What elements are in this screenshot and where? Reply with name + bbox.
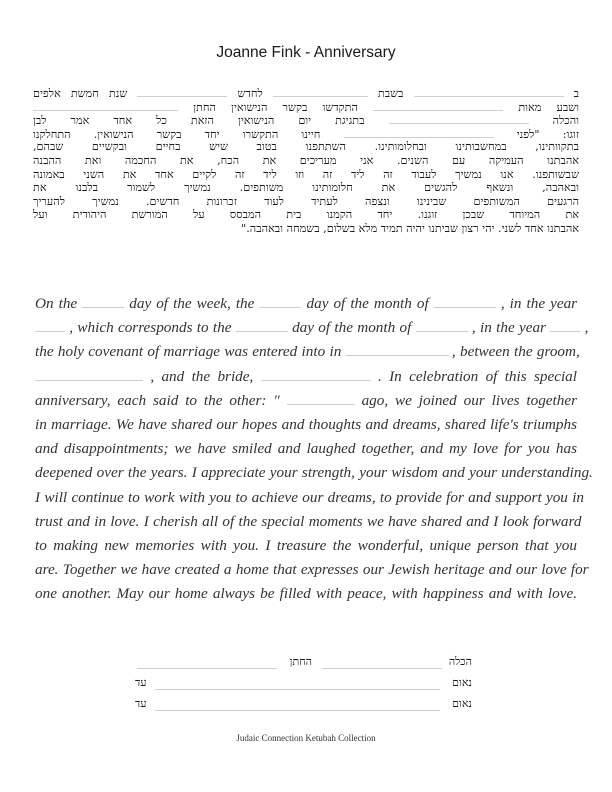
- hebrew-fragment: את המיוחד שבכן זוגנו. יחד הקמנו בית המבסס על המורשת היהודית ועל: [33, 208, 579, 222]
- hebrew-line-4: [33, 127, 579, 141]
- hebrew-line-9: [33, 195, 579, 209]
- english-line-3: [35, 340, 580, 364]
- bride-label: הכלה: [448, 655, 472, 668]
- hebrew-fragment: בתגיגת יום הנישואין הזאת כל אחד אמר לבן: [33, 114, 365, 128]
- english-line-10: [35, 510, 582, 534]
- groom-signature-line[interactable]: [137, 668, 277, 669]
- hebrew-fragment: בשבת: [377, 87, 404, 100]
- english-line-8: [35, 461, 593, 485]
- hebrew-line-5: [33, 140, 579, 154]
- hebrew-fragment: הרגעים המשותפים שבינינו ונצפה לעתיד לעוד זכרונות חדשים. נמשיך להעריך: [33, 194, 579, 208]
- english-line-9: [35, 486, 585, 510]
- blank-line[interactable]: [137, 86, 227, 97]
- blank-line[interactable]: [434, 293, 496, 308]
- english-fragment: day of the week, the: [129, 295, 255, 312]
- signature-row-couple: [135, 655, 472, 671]
- blank-line[interactable]: [261, 366, 371, 381]
- english-fragment: trust and in love. I cherish all of the special moments we have shared and I look forward: [35, 512, 582, 530]
- english-fragment: to making new memories with you. I treasure the wonderful, unique person that you: [35, 536, 577, 554]
- document-title: Joanne Fink - Anniversary: [216, 44, 396, 61]
- blank-line[interactable]: [82, 293, 124, 308]
- witness-suffix: עד: [135, 697, 147, 710]
- blank-line[interactable]: [273, 86, 368, 97]
- footer-credit: Judaic Connection Ketubah Collection: [236, 733, 376, 743]
- hebrew-fragment: ושבע מאות: [518, 100, 580, 114]
- english-fragment: the holy covenant of marriage was entered into in: [35, 343, 342, 361]
- english-fragment: ,: [584, 319, 589, 337]
- english-line-1: [35, 292, 577, 316]
- hebrew-line-6: [33, 154, 579, 168]
- witness-label: נאום: [452, 676, 472, 689]
- hebrew-fragment: שנת חמשת אלפים: [33, 87, 128, 100]
- groom-label: החתן: [289, 655, 312, 668]
- blank-line[interactable]: [33, 100, 178, 111]
- hebrew-line-10: [33, 208, 579, 222]
- english-fragment: are. Together we have created a home that expresses our Jewish heritage and our love for: [35, 561, 589, 579]
- hebrew-fragment: התקדשו בקשר הנישואין החתן: [193, 100, 358, 114]
- english-line-12: [35, 558, 589, 582]
- hebrew-fragment: חיינו התקשרו יחד בקשר הנישואין. התחלקנו: [33, 127, 321, 141]
- hebrew-fragment: שבשותפנו. אנו נמשיך לעבוד זה ליד זה וזו ליד זה לקיים אחד את השני באמונה: [33, 167, 579, 181]
- hebrew-fragment: ובאהבה, ונשאף להגשים את חלומותינו משותפים. נמשיך לשמור בלבנו את: [33, 181, 579, 195]
- english-fragment: and disappointments; we have smiled and laughed together, and my love for you has: [35, 440, 577, 458]
- blank-line[interactable]: [35, 317, 65, 332]
- blank-line[interactable]: [416, 317, 468, 332]
- english-fragment: . In celebration of this special: [377, 367, 577, 385]
- signature-row-witness-1: [135, 676, 472, 692]
- blank-line[interactable]: [35, 366, 143, 381]
- english-line-7: [35, 437, 577, 461]
- hebrew-fragment: לחדש: [237, 87, 263, 100]
- english-line-6: [35, 413, 577, 437]
- english-line-5: [35, 389, 577, 413]
- blank-line[interactable]: [236, 317, 288, 332]
- english-fragment: in marriage. We have shared our hopes and thoughts and dreams, shared life's triumphs: [35, 415, 577, 433]
- english-fragment: , which corresponds to the: [69, 319, 232, 337]
- english-fragment: , between the groom,: [451, 343, 580, 361]
- hebrew-fragment: אהבתנו אחד לשני. יהי רצון שביתנו יהיה תמיד מלא בשלום, בשמחה ובאהבה.": [241, 221, 579, 235]
- hebrew-fragment: ב: [573, 87, 580, 100]
- english-fragment: , in the year: [471, 319, 546, 337]
- english-fragment: one another. May our home always be filled with peace, with happiness and with love.: [35, 585, 577, 603]
- english-fragment: day of the month of: [292, 319, 412, 337]
- blank-line[interactable]: [550, 317, 580, 332]
- hebrew-line-11: [33, 222, 579, 236]
- witness-1-signature-line[interactable]: [155, 689, 440, 690]
- hebrew-line-1: [33, 86, 579, 100]
- hebrew-fragment: אהבתנו העמיקה עם השנים. אני מעריכים את הכח, את החכמה ואת ההבנה: [33, 153, 579, 167]
- hebrew-line-7: [33, 168, 579, 182]
- blank-line[interactable]: [259, 293, 301, 308]
- hebrew-fragment: זוגו: "לפני: [516, 127, 579, 141]
- blank-line[interactable]: [344, 127, 494, 138]
- english-line-4: [35, 365, 577, 389]
- english-fragment: I will continue to work with you to achieve our dreams, to provide for and support you in: [35, 488, 585, 506]
- english-line-11: [35, 534, 577, 558]
- hebrew-line-8: [33, 181, 579, 195]
- hebrew-text-block: [33, 86, 579, 236]
- english-fragment: , and the bride,: [150, 367, 254, 385]
- english-line-13: [35, 582, 577, 606]
- english-line-2: [35, 316, 589, 340]
- english-fragment: deepened over the years. I appreciate your strength, your wisdom and your understanding.: [35, 464, 593, 482]
- blank-line[interactable]: [287, 390, 355, 405]
- hebrew-fragment: והכלה: [552, 114, 580, 128]
- blank-line[interactable]: [346, 341, 448, 356]
- witness-suffix: עד: [135, 676, 147, 689]
- bride-signature-line[interactable]: [322, 668, 442, 669]
- blank-line[interactable]: [389, 113, 529, 124]
- blank-line[interactable]: [414, 86, 564, 97]
- hebrew-line-2: [33, 100, 579, 114]
- english-fragment: On the: [35, 295, 78, 312]
- hebrew-fragment: בתקוותינו, במחשבותינו ובחלומותינו. השתתפנו בטוב שיש בחיים ובקשיים שבהם,: [33, 140, 579, 154]
- english-fragment: anniversary, each said to the other: ": [35, 391, 280, 409]
- english-fragment: day of the month of: [306, 295, 429, 312]
- english-text-block: [35, 292, 593, 606]
- english-fragment: , in the year: [500, 295, 578, 312]
- blank-line[interactable]: [373, 100, 503, 111]
- signature-row-witness-2: [135, 697, 472, 713]
- english-fragment: ago, we joined our lives together: [361, 391, 578, 409]
- witness-label: נאום: [452, 697, 472, 710]
- witness-2-signature-line[interactable]: [155, 710, 440, 711]
- hebrew-line-3: [33, 113, 579, 127]
